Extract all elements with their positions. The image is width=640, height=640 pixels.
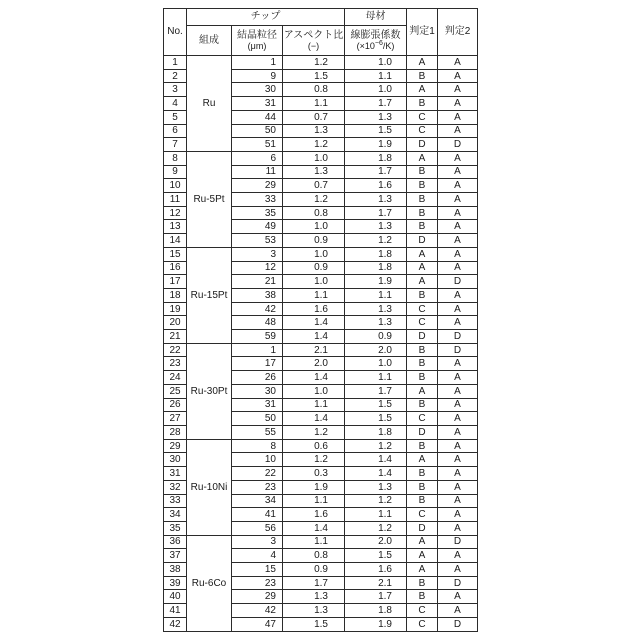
cell-grain-size: 17: [232, 357, 283, 371]
cell-judge2: A: [438, 604, 478, 618]
cell-cte: 1.1: [345, 69, 407, 83]
cell-judge1: B: [407, 97, 438, 111]
cell-cte: 2.0: [345, 343, 407, 357]
cell-no: 35: [164, 521, 187, 535]
cell-cte: 1.1: [345, 508, 407, 522]
cell-no: 22: [164, 343, 187, 357]
cell-grain-size: 38: [232, 288, 283, 302]
cell-judge1: C: [407, 110, 438, 124]
cell-grain-size: 22: [232, 467, 283, 481]
cell-judge1: A: [407, 83, 438, 97]
cell-aspect-ratio: 1.2: [283, 453, 345, 467]
cell-cte: 1.0: [345, 56, 407, 70]
cell-judge2: A: [438, 412, 478, 426]
cell-cte: 1.8: [345, 604, 407, 618]
cell-judge1: D: [407, 521, 438, 535]
cell-judge2: A: [438, 425, 478, 439]
col-header-no: No.: [164, 9, 187, 56]
cell-judge2: A: [438, 124, 478, 138]
cell-grain-size: 53: [232, 234, 283, 248]
cell-no: 24: [164, 371, 187, 385]
cell-aspect-ratio: 0.9: [283, 234, 345, 248]
cell-no: 34: [164, 508, 187, 522]
cell-aspect-ratio: 1.5: [283, 617, 345, 631]
cell-judge1: B: [407, 165, 438, 179]
cell-grain-size: 1: [232, 56, 283, 70]
cell-grain-size: 35: [232, 206, 283, 220]
cell-aspect-ratio: 1.0: [283, 151, 345, 165]
cell-aspect-ratio: 1.0: [283, 247, 345, 261]
cell-cte: 1.7: [345, 590, 407, 604]
cell-grain-size: 48: [232, 316, 283, 330]
cell-cte: 1.3: [345, 316, 407, 330]
cell-judge1: C: [407, 508, 438, 522]
cell-no: 40: [164, 590, 187, 604]
cell-composition: Ru-15Pt: [187, 247, 232, 343]
cell-judge2: A: [438, 110, 478, 124]
results-table: [163, 8, 478, 632]
cell-judge2: D: [438, 138, 478, 152]
cell-aspect-ratio: 1.1: [283, 535, 345, 549]
cell-judge2: A: [438, 206, 478, 220]
cell-judge1: B: [407, 398, 438, 412]
cell-grain-size: 10: [232, 453, 283, 467]
cell-no: 2: [164, 69, 187, 83]
cell-no: 42: [164, 617, 187, 631]
cell-grain-size: 59: [232, 330, 283, 344]
table-body: [164, 56, 478, 632]
cell-grain-size: 33: [232, 193, 283, 207]
cell-no: 41: [164, 604, 187, 618]
cell-cte: 1.6: [345, 563, 407, 577]
cell-aspect-ratio: 1.2: [283, 56, 345, 70]
cell-judge2: A: [438, 563, 478, 577]
cell-cte: 2.1: [345, 576, 407, 590]
cell-judge1: A: [407, 549, 438, 563]
col-header-judge2: 判定2: [438, 9, 478, 56]
cell-judge2: A: [438, 97, 478, 111]
cell-judge1: B: [407, 179, 438, 193]
cell-judge1: B: [407, 357, 438, 371]
cell-aspect-ratio: 1.4: [283, 412, 345, 426]
cell-grain-size: 42: [232, 302, 283, 316]
cell-grain-size: 31: [232, 398, 283, 412]
cell-cte: 1.8: [345, 151, 407, 165]
cell-grain-size: 50: [232, 124, 283, 138]
cell-judge2: A: [438, 165, 478, 179]
cell-judge1: B: [407, 590, 438, 604]
cell-cte: 1.9: [345, 617, 407, 631]
cell-aspect-ratio: 1.4: [283, 330, 345, 344]
cell-no: 27: [164, 412, 187, 426]
cell-judge2: D: [438, 576, 478, 590]
cell-cte: 1.2: [345, 234, 407, 248]
cell-no: 39: [164, 576, 187, 590]
cell-judge1: D: [407, 330, 438, 344]
cell-grain-size: 56: [232, 521, 283, 535]
cell-no: 21: [164, 330, 187, 344]
cell-cte: 1.0: [345, 357, 407, 371]
cell-grain-size: 9: [232, 69, 283, 83]
cell-grain-size: 6: [232, 151, 283, 165]
cell-judge2: A: [438, 357, 478, 371]
cell-judge1: C: [407, 604, 438, 618]
cell-judge2: D: [438, 330, 478, 344]
cell-judge2: A: [438, 590, 478, 604]
cell-judge1: B: [407, 220, 438, 234]
cell-aspect-ratio: 0.8: [283, 83, 345, 97]
cell-cte: 1.5: [345, 412, 407, 426]
cell-aspect-ratio: 1.1: [283, 494, 345, 508]
cell-grain-size: 50: [232, 412, 283, 426]
table-row: [164, 247, 478, 261]
cell-cte: 1.7: [345, 384, 407, 398]
cell-grain-size: 12: [232, 261, 283, 275]
cell-no: 32: [164, 480, 187, 494]
cell-composition: Ru-30Pt: [187, 343, 232, 439]
cell-aspect-ratio: 1.1: [283, 97, 345, 111]
cell-cte: 1.1: [345, 371, 407, 385]
cell-aspect-ratio: 0.9: [283, 261, 345, 275]
cell-judge1: B: [407, 576, 438, 590]
col-header-grain-size: [232, 26, 283, 56]
cell-judge1: B: [407, 467, 438, 481]
cell-judge1: C: [407, 124, 438, 138]
col-header-aspect-ratio: [283, 26, 345, 56]
cell-aspect-ratio: 1.6: [283, 508, 345, 522]
cell-aspect-ratio: 0.8: [283, 206, 345, 220]
cell-judge2: D: [438, 343, 478, 357]
cell-no: 4: [164, 97, 187, 111]
cell-judge1: B: [407, 494, 438, 508]
cell-judge1: B: [407, 439, 438, 453]
cell-grain-size: 1: [232, 343, 283, 357]
results-table-container: [163, 8, 478, 632]
cell-judge1: C: [407, 302, 438, 316]
cell-no: 26: [164, 398, 187, 412]
cell-no: 6: [164, 124, 187, 138]
cell-cte: 1.8: [345, 261, 407, 275]
cell-aspect-ratio: 1.3: [283, 165, 345, 179]
col-header-cte: [345, 26, 407, 56]
cell-judge2: A: [438, 220, 478, 234]
cell-judge2: A: [438, 193, 478, 207]
cell-cte: 1.2: [345, 494, 407, 508]
cell-grain-size: 29: [232, 179, 283, 193]
cell-no: 7: [164, 138, 187, 152]
cell-judge1: A: [407, 261, 438, 275]
cell-no: 23: [164, 357, 187, 371]
cell-no: 33: [164, 494, 187, 508]
cell-no: 18: [164, 288, 187, 302]
cell-aspect-ratio: 1.1: [283, 288, 345, 302]
cell-no: 8: [164, 151, 187, 165]
cell-aspect-ratio: 1.0: [283, 384, 345, 398]
cell-grain-size: 41: [232, 508, 283, 522]
cell-judge1: C: [407, 617, 438, 631]
cell-no: 13: [164, 220, 187, 234]
cell-cte: 1.7: [345, 165, 407, 179]
cell-judge2: A: [438, 453, 478, 467]
cell-grain-size: 47: [232, 617, 283, 631]
cell-aspect-ratio: 1.3: [283, 590, 345, 604]
cell-aspect-ratio: 1.2: [283, 425, 345, 439]
cell-grain-size: 31: [232, 97, 283, 111]
cell-judge1: D: [407, 138, 438, 152]
cell-no: 38: [164, 563, 187, 577]
cell-no: 37: [164, 549, 187, 563]
aspect-ratio-label: アスペクト比: [283, 29, 344, 41]
cell-cte: 2.0: [345, 535, 407, 549]
table-header: [164, 9, 478, 56]
cell-no: 10: [164, 179, 187, 193]
cell-aspect-ratio: 2.1: [283, 343, 345, 357]
cell-no: 12: [164, 206, 187, 220]
cell-grain-size: 26: [232, 371, 283, 385]
cell-cte: 1.6: [345, 179, 407, 193]
cell-aspect-ratio: 1.6: [283, 302, 345, 316]
cell-aspect-ratio: 1.1: [283, 398, 345, 412]
cell-no: 20: [164, 316, 187, 330]
cell-grain-size: 55: [232, 425, 283, 439]
cell-grain-size: 51: [232, 138, 283, 152]
col-header-judge1: 判定1: [407, 9, 438, 56]
cell-composition: Ru: [187, 56, 232, 152]
cell-aspect-ratio: 1.2: [283, 193, 345, 207]
cell-aspect-ratio: 1.3: [283, 604, 345, 618]
cell-grain-size: 30: [232, 83, 283, 97]
cell-no: 9: [164, 165, 187, 179]
cell-judge2: A: [438, 56, 478, 70]
cell-no: 31: [164, 467, 187, 481]
cell-judge1: B: [407, 69, 438, 83]
cell-aspect-ratio: 1.3: [283, 124, 345, 138]
cell-grain-size: 21: [232, 275, 283, 289]
cell-judge2: A: [438, 467, 478, 481]
cell-no: 1: [164, 56, 187, 70]
cell-aspect-ratio: 1.9: [283, 480, 345, 494]
cell-no: 17: [164, 275, 187, 289]
cell-composition: Ru-5Pt: [187, 151, 232, 247]
cell-judge1: D: [407, 425, 438, 439]
cell-composition: Ru-6Co: [187, 535, 232, 631]
cell-judge2: A: [438, 302, 478, 316]
cell-cte: 1.3: [345, 220, 407, 234]
cell-judge1: A: [407, 453, 438, 467]
cell-judge1: A: [407, 384, 438, 398]
cell-judge2: A: [438, 371, 478, 385]
table-row: [164, 56, 478, 70]
cell-aspect-ratio: 1.4: [283, 521, 345, 535]
cell-judge2: A: [438, 384, 478, 398]
cell-grain-size: 15: [232, 563, 283, 577]
cell-grain-size: 23: [232, 576, 283, 590]
cell-aspect-ratio: 0.3: [283, 467, 345, 481]
cell-aspect-ratio: 2.0: [283, 357, 345, 371]
cell-judge2: A: [438, 549, 478, 563]
cte-unit: $(\times 10^{-6}/K)$: [356, 40, 395, 52]
cell-judge2: A: [438, 179, 478, 193]
cell-no: 16: [164, 261, 187, 275]
cell-aspect-ratio: 0.6: [283, 439, 345, 453]
cell-judge2: D: [438, 275, 478, 289]
cell-aspect-ratio: 1.0: [283, 275, 345, 289]
cell-cte: 1.9: [345, 275, 407, 289]
cell-judge2: A: [438, 288, 478, 302]
table-row: [164, 151, 478, 165]
cell-judge1: B: [407, 371, 438, 385]
cell-aspect-ratio: 1.4: [283, 316, 345, 330]
grain-size-unit: (μm): [247, 41, 267, 52]
cell-aspect-ratio: 0.7: [283, 179, 345, 193]
cell-cte: 1.0: [345, 83, 407, 97]
cell-grain-size: 4: [232, 549, 283, 563]
cell-no: 28: [164, 425, 187, 439]
cell-grain-size: 42: [232, 604, 283, 618]
cell-judge1: C: [407, 412, 438, 426]
cell-judge2: A: [438, 234, 478, 248]
cell-aspect-ratio: 0.9: [283, 563, 345, 577]
cell-judge1: D: [407, 234, 438, 248]
cell-judge1: A: [407, 275, 438, 289]
cell-no: 14: [164, 234, 187, 248]
cell-aspect-ratio: 1.5: [283, 69, 345, 83]
cell-judge2: A: [438, 521, 478, 535]
cell-aspect-ratio: 0.8: [283, 549, 345, 563]
cell-judge1: A: [407, 151, 438, 165]
cell-judge1: A: [407, 56, 438, 70]
cell-judge1: C: [407, 316, 438, 330]
col-header-base-material-group: 母材: [345, 9, 407, 26]
cell-cte: 1.4: [345, 467, 407, 481]
cell-judge1: B: [407, 206, 438, 220]
cell-no: 5: [164, 110, 187, 124]
cell-judge2: A: [438, 480, 478, 494]
cell-judge2: A: [438, 316, 478, 330]
cell-grain-size: 49: [232, 220, 283, 234]
cell-judge2: A: [438, 494, 478, 508]
cell-judge1: A: [407, 535, 438, 549]
cell-grain-size: 23: [232, 480, 283, 494]
cell-grain-size: 3: [232, 247, 283, 261]
cell-grain-size: 3: [232, 535, 283, 549]
col-header-chip-group: チップ: [187, 9, 345, 26]
cell-judge2: A: [438, 247, 478, 261]
cell-judge1: B: [407, 343, 438, 357]
cell-judge2: A: [438, 261, 478, 275]
cell-cte: 1.3: [345, 480, 407, 494]
cell-no: 19: [164, 302, 187, 316]
cell-judge2: A: [438, 151, 478, 165]
cell-no: 15: [164, 247, 187, 261]
cell-grain-size: 8: [232, 439, 283, 453]
cell-judge1: A: [407, 247, 438, 261]
cell-no: 11: [164, 193, 187, 207]
cell-cte: 1.2: [345, 521, 407, 535]
cell-grain-size: 44: [232, 110, 283, 124]
cell-cte: 1.3: [345, 302, 407, 316]
cell-cte: 0.9: [345, 330, 407, 344]
cell-judge1: B: [407, 288, 438, 302]
cte-label: 線膨張係数: [350, 29, 401, 41]
cell-grain-size: 29: [232, 590, 283, 604]
cell-no: 36: [164, 535, 187, 549]
cell-cte: 1.7: [345, 206, 407, 220]
cell-judge2: D: [438, 617, 478, 631]
table-row: [164, 439, 478, 453]
cell-aspect-ratio: 1.0: [283, 220, 345, 234]
cell-judge2: A: [438, 439, 478, 453]
cell-aspect-ratio: 1.4: [283, 371, 345, 385]
cell-no: 3: [164, 83, 187, 97]
cell-cte: 1.5: [345, 549, 407, 563]
table-row: [164, 535, 478, 549]
cell-aspect-ratio: 1.7: [283, 576, 345, 590]
cell-judge2: A: [438, 69, 478, 83]
cell-judge1: A: [407, 563, 438, 577]
cell-composition: Ru-10Ni: [187, 439, 232, 535]
cell-cte: 1.8: [345, 247, 407, 261]
cell-grain-size: 11: [232, 165, 283, 179]
cell-aspect-ratio: 0.7: [283, 110, 345, 124]
cell-cte: 1.8: [345, 425, 407, 439]
col-header-composition: 組成: [187, 26, 232, 56]
cell-aspect-ratio: 1.2: [283, 138, 345, 152]
cell-grain-size: 30: [232, 384, 283, 398]
cell-cte: 1.9: [345, 138, 407, 152]
grain-size-label: 結晶粒径: [237, 29, 277, 41]
cell-judge2: A: [438, 508, 478, 522]
cell-cte: 1.1: [345, 288, 407, 302]
table-row: [164, 343, 478, 357]
cell-cte: 1.5: [345, 398, 407, 412]
cell-judge2: A: [438, 83, 478, 97]
cell-judge1: B: [407, 480, 438, 494]
cell-judge2: A: [438, 398, 478, 412]
cell-no: 29: [164, 439, 187, 453]
cell-cte: 1.3: [345, 110, 407, 124]
cell-cte: 1.3: [345, 193, 407, 207]
cell-no: 30: [164, 453, 187, 467]
cell-cte: 1.4: [345, 453, 407, 467]
aspect-ratio-unit: (−): [307, 41, 320, 52]
cell-cte: 1.2: [345, 439, 407, 453]
cell-no: 25: [164, 384, 187, 398]
cell-grain-size: 34: [232, 494, 283, 508]
cell-cte: 1.7: [345, 97, 407, 111]
cell-judge2: D: [438, 535, 478, 549]
cell-judge1: B: [407, 193, 438, 207]
header-row-groups: [164, 9, 478, 26]
cell-cte: 1.5: [345, 124, 407, 138]
